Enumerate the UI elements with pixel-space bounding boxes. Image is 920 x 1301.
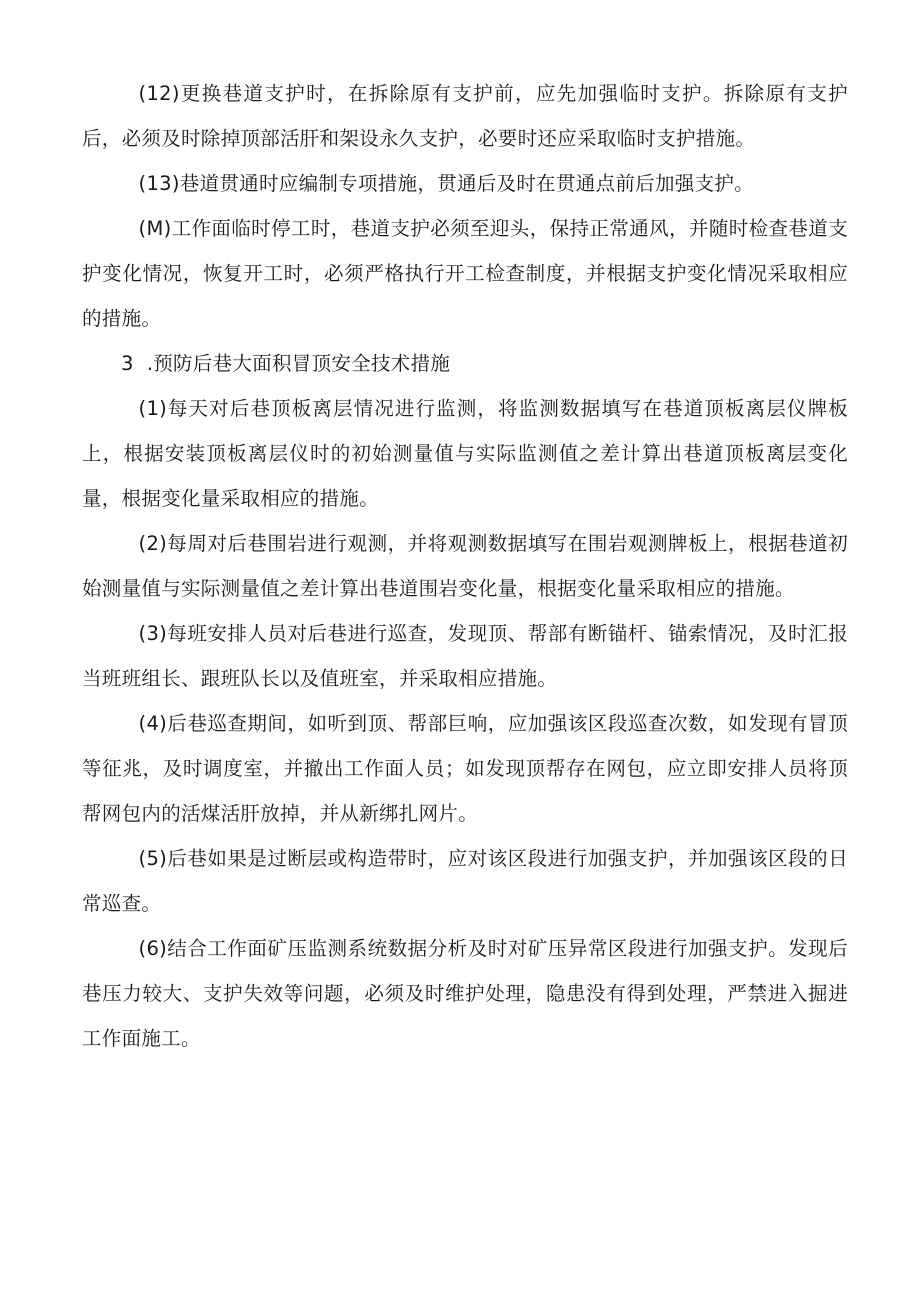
paragraph-4: (4)后巷巡查期间，如听到顶、帮部巨响，应加强该区段巡查次数，如发现有冒顶等征兆，及时调度室，并撤出工作面人员；如发现顶帮存在网包，应立即安排人员将顶帮网包内的活煤活肝放掉，并从新绑扎网片。	[82, 712, 848, 825]
paragraph-13: (13)巷道贯通时应编制专项措施，贯通后及时在贯通点前后加强支护。	[138, 172, 754, 195]
paragraph-3: (3)每班安排人员对后巷进行巡查，发现顶、帮部有断锚杆、锚索情况，及时汇报当班班组长、跟班队长以及值班室，并采取相应措施。	[82, 622, 848, 690]
paragraph-2: (2)每周对后巷围岩进行观测，并将观测数据填写在围岩观测牌板上，根据巷道初始测量值与实际测量值之差计算出巷道围岩变化量，根据变化量采取相应的措施。	[82, 532, 848, 600]
document-body	[82, 71, 848, 1061]
paragraph-6: (6)结合工作面矿压监测系统数据分析及时对矿压异常区段进行加强支护。发现后巷压力较大、支护失效等问题，必须及时维护处理，隐患没有得到处理，严禁进入掘进工作面施工。	[82, 937, 848, 1050]
paragraph-1: (1)每天对后巷顶板离层情况进行监测，将监测数据填写在巷道顶板离层仪牌板上，根据安装顶板离层仪时的初始测量值与实际监测值之差计算出巷道顶板离层变化量，根据变化量采取相应的措施。	[82, 397, 848, 510]
paragraph-5: (5)后巷如果是过断层或构造带时，应对该区段进行加强支护，并加强该区段的日常巡查。	[82, 847, 848, 915]
paragraph-12: (12)更换巷道支护时，在拆除原有支护前，应先加强临时支护。拆除原有支护后，必须及时除掉顶部活肝和架设永久支护，必要时还应采取临时支护措施。	[82, 82, 848, 150]
paragraph-14: (M)工作面临时停工时，巷道支护必须至迎头，保持正常通风，并随时检查巷道支护变化情况，恢复开工时，必须严格执行开工检查制度，并根据支护变化情况采取相应的措施。	[82, 217, 848, 330]
section-heading-3: 3 .预防后巷大面积冒顶安全技术措施	[121, 352, 451, 375]
